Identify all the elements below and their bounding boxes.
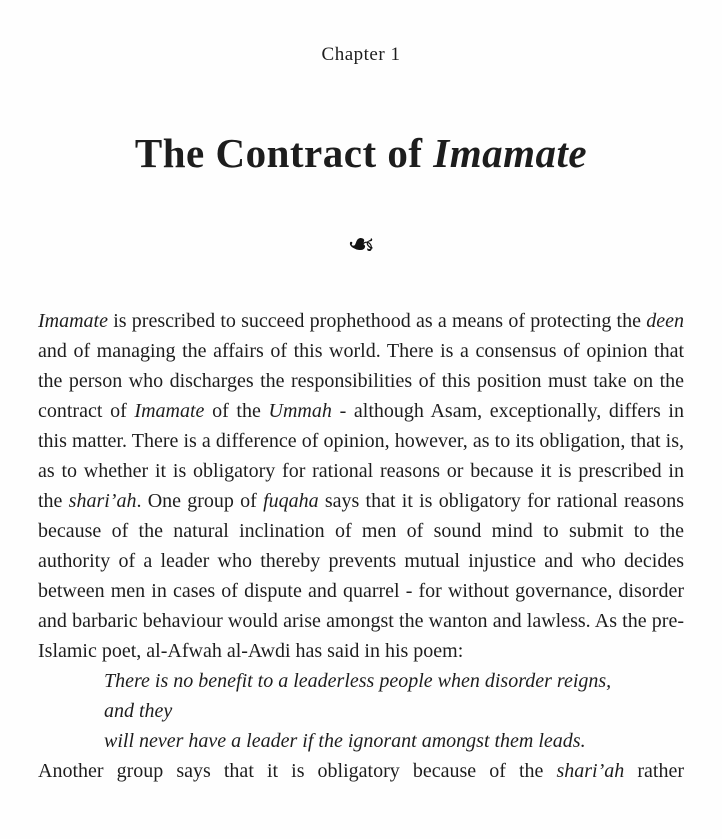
- text-run: . One group of: [136, 490, 264, 512]
- fleuron-ornament-icon: [0, 223, 722, 267]
- text-run: says that it is obligatory for rational reasons because of the natural inclination of men of sound mind to submit to the authority of a leader who thereby prevents mutual injustice and who decides between men in cases of dispute and quarrel - for without governance, disorder and barbaric behaviour would arise amongst the wanton and lawless. As the pre-Islamic poet, al-Afwah al-Awdi has said in his poem:: [38, 490, 684, 662]
- italic-term: Imamate: [38, 310, 108, 332]
- page-body: [0, 306, 722, 786]
- italic-term: Ummah: [268, 400, 332, 422]
- paragraph-continuation: [38, 756, 684, 786]
- poem-line: and they: [104, 700, 173, 722]
- paragraph-intro: [38, 306, 684, 666]
- text-run: and of managing the affairs of this world. There is a consensus of opinion that the person who discharges the responsibilities of this position must take on the contract of: [38, 340, 684, 422]
- italic-term: shari’ah: [556, 760, 625, 782]
- chapter-title-regular: The Contract of: [134, 130, 434, 176]
- italic-term: Imamate: [134, 400, 205, 422]
- text-run: of the: [204, 400, 269, 422]
- italic-term: deen: [646, 310, 684, 332]
- fleuron-glyph: ❧: [344, 223, 378, 267]
- poem-line: will never have a leader if the ignorant amongst them leads.: [104, 730, 586, 752]
- chapter-title-italic: Imamate: [433, 130, 588, 176]
- text-run: is prescribed to succeed prophethood as a means of protecting the: [107, 310, 647, 332]
- poem-line: There is no benefit to a leaderless people when disorder reigns,: [104, 670, 612, 692]
- chapter-label: Chapter 1: [321, 44, 401, 65]
- text-run: rather: [624, 760, 684, 782]
- text-run: Another group says that it is obligatory because of the: [38, 760, 557, 782]
- text-run: - although Asam, exceptionally, differs in this matter. There is a difference of opinion, however, as to its obligation, that is, as to whether it is obligatory for rational reasons or because it is prescribed in the: [38, 400, 684, 512]
- italic-term: fuqaha: [263, 490, 319, 512]
- chapter-title: [0, 130, 722, 176]
- italic-term: shari’ah: [68, 490, 137, 512]
- poem-block: [38, 666, 684, 756]
